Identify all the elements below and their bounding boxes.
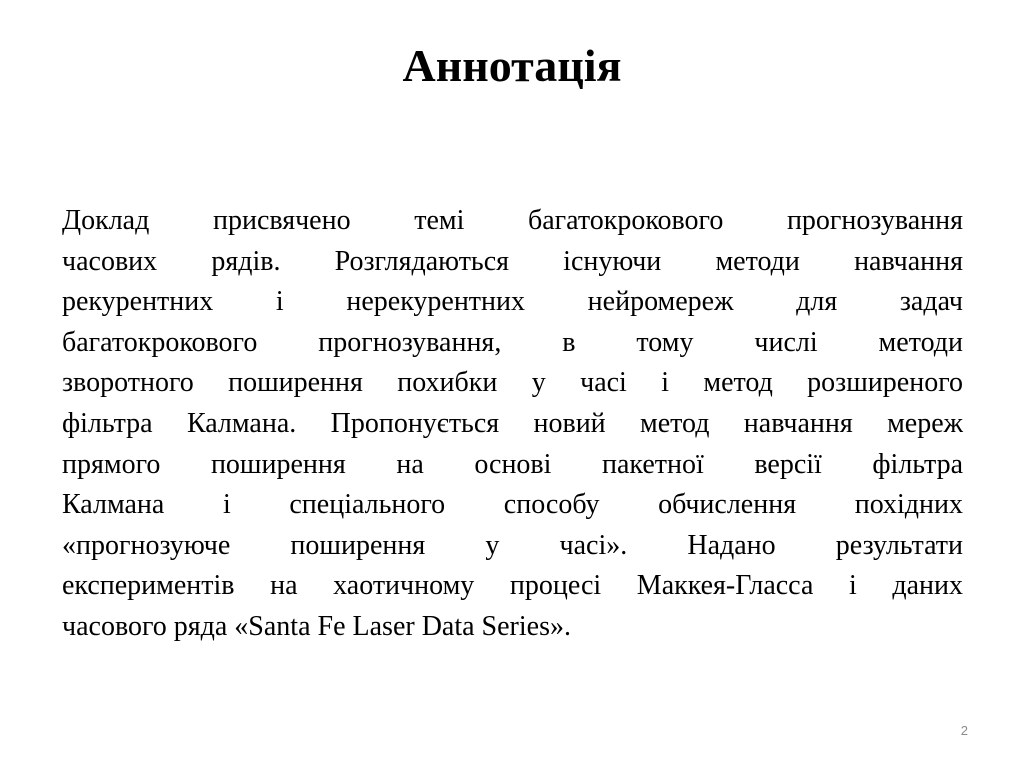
paragraph-line: зворотного поширення похибки у часі і метод розширеного bbox=[62, 367, 963, 399]
paragraph-line: багатокрокового прогнозування, в тому числі методи bbox=[62, 326, 963, 358]
paragraph-line: «прогнозуюче поширення у часі». Надано результати bbox=[62, 529, 963, 561]
slide-title: Аннотація bbox=[402, 40, 622, 91]
page-number: 2 bbox=[960, 723, 968, 738]
paragraph-line: Доклад присвячено темі багатокрокового прогнозування bbox=[62, 205, 963, 236]
paragraph-line-last: часового ряда «Santa Fe Laser Data Series». bbox=[62, 610, 571, 642]
paragraph-line: рекурентних і нерекурентних нейромереж для задач bbox=[62, 286, 963, 318]
paragraph-line: фільтра Калмана. Пропонується новий метод навчання мереж bbox=[62, 407, 963, 439]
paragraph-line: часових рядів. Розглядаються існуючи методи навчання bbox=[62, 245, 963, 277]
abstract-paragraph bbox=[62, 201, 963, 648]
paragraph-line: експериментів на хаотичному процесі Маккея-Гласса і даних bbox=[62, 570, 963, 602]
paragraph-line: прямого поширення на основі пакетної версії фільтра bbox=[62, 448, 963, 480]
paragraph-line: Калмана і спеціального способу обчислення похідних bbox=[62, 489, 963, 521]
